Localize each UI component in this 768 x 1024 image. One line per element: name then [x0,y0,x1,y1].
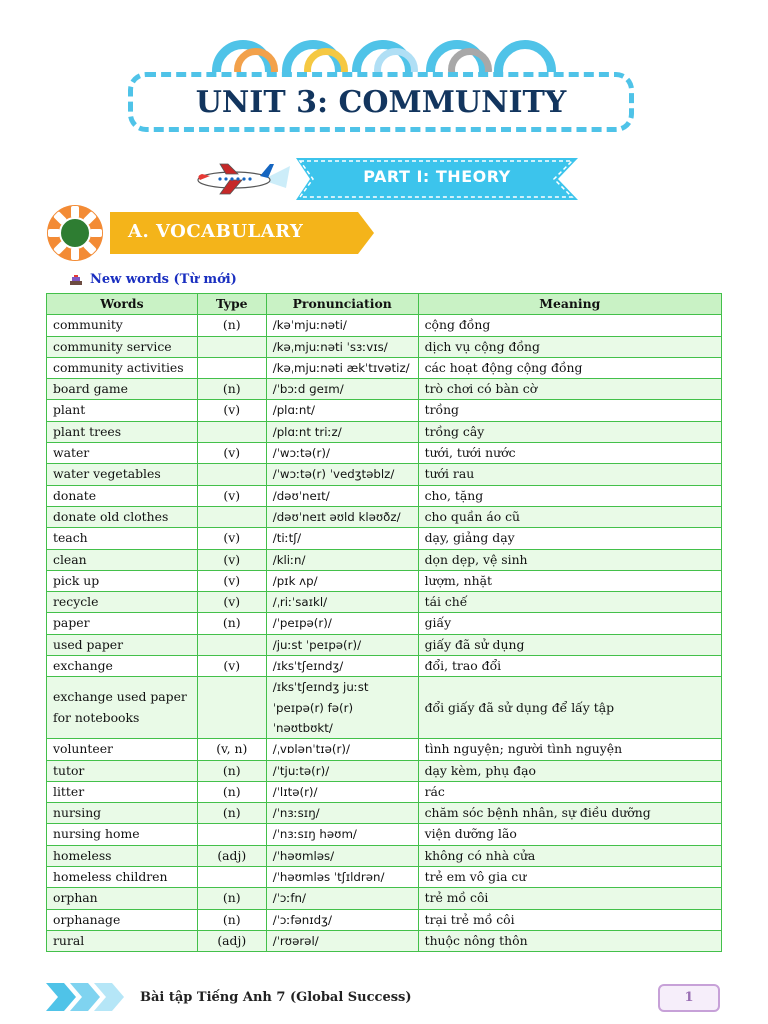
unit-title-box [128,72,634,132]
cell-word: water [47,443,198,464]
table-row [47,930,722,951]
cell-type: (n) [197,379,266,400]
cell-type [197,867,266,888]
cell-meaning: các hoạt động cộng đồng [418,357,721,378]
cell-type [197,421,266,442]
cell-word: exchange used paper for notebooks [47,677,198,739]
cell-type [197,634,266,655]
cell-meaning: trồng cây [418,421,721,442]
new-words-label: New words (Từ mới) [90,272,237,287]
cell-pronunciation: /pɪk ʌp/ [266,570,418,591]
cell-meaning: trại trẻ mồ côi [418,909,721,930]
cell-type: (n) [197,760,266,781]
cell-type: (n) [197,315,266,336]
cell-pronunciation: /dəʊˈneɪt əʊld kləʊðz/ [266,506,418,527]
cell-type [197,506,266,527]
cell-word: teach [47,528,198,549]
table-row [47,677,722,739]
cell-pronunciation: /kliːn/ [266,549,418,570]
table-row [47,845,722,866]
cell-meaning: trẻ em vô gia cư [418,867,721,888]
table-row [47,528,722,549]
cell-meaning: trồng [418,400,721,421]
table-row [47,888,722,909]
table-row [47,336,722,357]
cell-type: (adj) [197,845,266,866]
airplane-icon [190,158,290,198]
cell-pronunciation: /ˈbɔːd ɡeɪm/ [266,379,418,400]
cell-word: community activities [47,357,198,378]
table-row [47,379,722,400]
table-row [47,592,722,613]
cell-meaning: cho quần áo cũ [418,506,721,527]
section-header [46,204,336,262]
cell-meaning: dịch vụ cộng đồng [418,336,721,357]
cell-pronunciation: /ˈlɪtə(r)/ [266,781,418,802]
table-row [47,803,722,824]
cell-word: homeless [47,845,198,866]
cell-pronunciation: /ˈpeɪpə(r)/ [266,613,418,634]
cell-pronunciation: /kəˌmjuːnəti ækˈtɪvətiz/ [266,357,418,378]
cell-word: exchange [47,656,198,677]
cell-pronunciation: /juːst ˈpeɪpə(r)/ [266,634,418,655]
bullet-icon [70,275,82,285]
cell-type: (v) [197,592,266,613]
cell-pronunciation: /plɑːnt triːz/ [266,421,418,442]
table-row [47,760,722,781]
table-row [47,485,722,506]
cell-pronunciation: /ˈnɜːsɪŋ/ [266,803,418,824]
cell-word: donate old clothes [47,506,198,527]
cell-meaning: viện dưỡng lão [418,824,721,845]
table-row [47,781,722,802]
cell-meaning: dạy kèm, phụ đạo [418,760,721,781]
cell-meaning: dọn dẹp, vệ sinh [418,549,721,570]
table-row [47,421,722,442]
table-row [47,443,722,464]
cell-meaning: giấy [418,613,721,634]
cell-pronunciation: /ˌvɒlənˈtɪə(r)/ [266,739,418,760]
cell-meaning: cho, tặng [418,485,721,506]
cell-type: (v) [197,528,266,549]
cell-word: tutor [47,760,198,781]
cell-type: (v) [197,400,266,421]
cell-word: donate [47,485,198,506]
cell-pronunciation: /ˈhəʊmləs/ [266,845,418,866]
table-row [47,656,722,677]
cell-type: (v) [197,656,266,677]
cell-type: (adj) [197,930,266,951]
cell-pronunciation: /ˌriːˈsaɪkl/ [266,592,418,613]
cell-meaning: trẻ mồ côi [418,888,721,909]
cell-pronunciation: /ˈhəʊmləs ˈtʃɪldrən/ [266,867,418,888]
cell-pronunciation: /ˈɔːfənɪdʒ/ [266,909,418,930]
table-header-row [47,294,722,315]
cell-word: community [47,315,198,336]
table-row [47,613,722,634]
header-type: Type [197,294,266,315]
table-row [47,506,722,527]
cell-type: (n) [197,888,266,909]
unit-title: UNIT 3: COMMUNITY [195,85,567,120]
page-number: 1 [658,984,720,1012]
cell-word: orphan [47,888,198,909]
header-pronunciation: Pronunciation [266,294,418,315]
cell-meaning: đổi giấy đã sử dụng để lấy tập [418,677,721,739]
cell-pronunciation: /tiːtʃ/ [266,528,418,549]
badge-icon [46,204,104,262]
cell-meaning: không có nhà cửa [418,845,721,866]
cell-type: (v) [197,485,266,506]
cell-meaning: rác [418,781,721,802]
cell-meaning: tái chế [418,592,721,613]
cell-pronunciation: /kəˈmjuːnəti/ [266,315,418,336]
cell-type [197,677,266,739]
cell-pronunciation: /ˈwɔːtə(r) ˈvedʒtəblz/ [266,464,418,485]
table-row [47,464,722,485]
cell-type [197,336,266,357]
cell-type [197,464,266,485]
table-row [47,867,722,888]
table-row [47,549,722,570]
cell-word: plant trees [47,421,198,442]
cell-pronunciation: /ɪksˈtʃeɪndʒ juːst ˈpeɪpə(r) fə(r) ˈnəʊtbʊkt/ [266,677,418,739]
cell-word: recycle [47,592,198,613]
cell-type: (n) [197,909,266,930]
cell-type: (v) [197,443,266,464]
header-meaning: Meaning [418,294,721,315]
cell-meaning: tưới, tưới nước [418,443,721,464]
cell-word: volunteer [47,739,198,760]
cell-word: rural [47,930,198,951]
cell-meaning: thuộc nông thôn [418,930,721,951]
cell-type [197,357,266,378]
cell-meaning: chăm sóc bệnh nhân, sự điều dưỡng [418,803,721,824]
cell-pronunciation: /ˈnɜːsɪŋ həʊm/ [266,824,418,845]
table-row [47,315,722,336]
section-title: A. VOCABULARY [128,221,304,242]
cell-word: board game [47,379,198,400]
cell-word: litter [47,781,198,802]
cell-word: nursing home [47,824,198,845]
cell-meaning: lượm, nhặt [418,570,721,591]
vocabulary-band [110,212,374,254]
vocabulary-table [46,293,722,952]
cell-type: (n) [197,781,266,802]
cell-pronunciation: /ˈrʊərəl/ [266,930,418,951]
cell-word: used paper [47,634,198,655]
cell-pronunciation: /ˈwɔːtə(r)/ [266,443,418,464]
footer-book-title: Bài tập Tiếng Anh 7 (Global Success) [140,990,412,1005]
cell-meaning: dạy, giảng dạy [418,528,721,549]
cell-word: nursing [47,803,198,824]
table-row [47,357,722,378]
part-banner [296,158,578,200]
cell-pronunciation: /dəʊˈneɪt/ [266,485,418,506]
cell-word: homeless children [47,867,198,888]
cell-meaning: tưới rau [418,464,721,485]
part-label: PART I: THEORY [363,167,511,186]
cell-type: (n) [197,803,266,824]
table-row [47,824,722,845]
cell-pronunciation: /kəˌmjuːnəti ˈsɜːvɪs/ [266,336,418,357]
table-row [47,739,722,760]
footer-arrows-icon [46,983,128,1011]
cell-meaning: giấy đã sử dụng [418,634,721,655]
cell-pronunciation: /ˈtjuːtə(r)/ [266,760,418,781]
new-words-heading [70,272,237,287]
header-words: Words [47,294,198,315]
cell-word: clean [47,549,198,570]
cell-word: community service [47,336,198,357]
cell-pronunciation: /ˈɔːfn/ [266,888,418,909]
cell-meaning: cộng đồng [418,315,721,336]
cell-meaning: tình nguyện; người tình nguyện [418,739,721,760]
table-row [47,909,722,930]
cell-word: pick up [47,570,198,591]
cell-word: paper [47,613,198,634]
cell-meaning: trò chơi có bàn cờ [418,379,721,400]
table-row [47,570,722,591]
table-row [47,400,722,421]
cell-word: orphanage [47,909,198,930]
cell-type: (v) [197,549,266,570]
cell-type: (v) [197,570,266,591]
table-row [47,634,722,655]
cell-word: plant [47,400,198,421]
cell-word: water vegetables [47,464,198,485]
cell-type: (v, n) [197,739,266,760]
cell-type: (n) [197,613,266,634]
cell-pronunciation: /plɑːnt/ [266,400,418,421]
cell-meaning: đổi, trao đổi [418,656,721,677]
cell-type [197,824,266,845]
cell-pronunciation: /ɪksˈtʃeɪndʒ/ [266,656,418,677]
